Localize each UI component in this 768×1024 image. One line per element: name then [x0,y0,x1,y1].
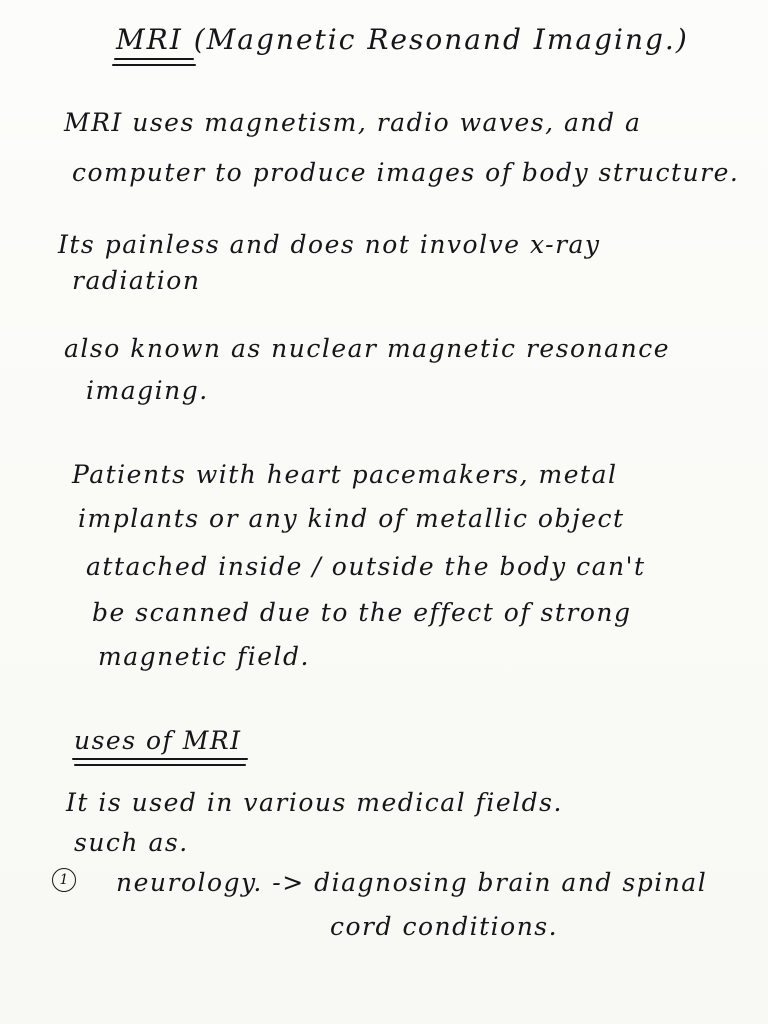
note-line: radiation [72,266,201,295]
note-line: imaging. [86,376,209,405]
note-line: attached inside / outside the body can't [86,552,646,581]
note-line: be scanned due to the effect of strong [92,598,632,627]
note-title: MRI (Magnetic Resonand Imaging.) [116,23,689,56]
note-line: magnetic field. [98,642,310,671]
uses-underline-1 [72,758,248,760]
note-line: MRI uses magnetism, radio waves, and a [64,108,642,137]
note-line: also known as nuclear magnetic resonance [64,334,670,363]
note-line: neurology. -> diagnosing brain and spinal [116,868,708,897]
uses-heading: uses of MRI [74,726,242,755]
note-line: Its painless and does not involve x-ray [58,230,601,259]
uses-underline-2 [74,764,246,766]
note-line: such as. [74,828,189,857]
note-line: implants or any kind of metallic object [78,504,625,533]
note-line: computer to produce images of body structure. [72,158,740,187]
title-underline-2 [112,64,196,66]
note-line: cord conditions. [330,912,559,941]
item-number-circle: 1 [52,868,76,892]
title-underline-1 [114,58,194,60]
note-line: It is used in various medical fields. [66,788,563,817]
note-line: Patients with heart pacemakers, metal [72,460,618,489]
